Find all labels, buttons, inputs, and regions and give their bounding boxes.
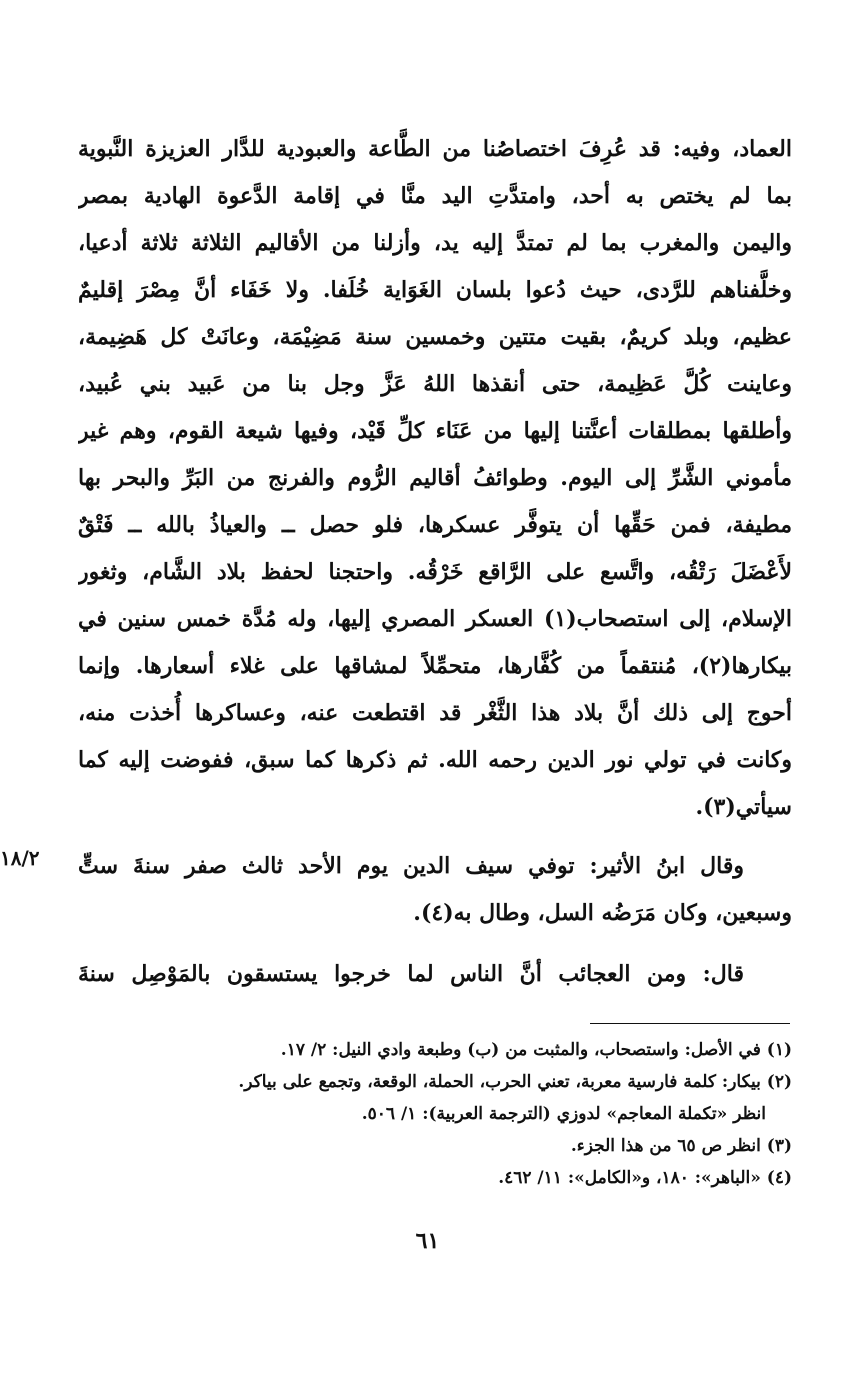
- text-line: قال: ومن العجائب أنَّ الناس لما خرجوا يستسقون بالمَوْصِل سنةَ: [78, 961, 744, 987]
- paragraph-qala: [78, 951, 792, 998]
- footnote: (٤) «الباهر»: ١٨٠، و«الكامل»: ١١/ ٤٦٢.: [498, 1168, 792, 1188]
- footnote: (٣) انظر ص ٦٥ من هذا الجزء.: [570, 1136, 792, 1156]
- text-line: وأطلقها بمطلقات أعنَّتنا إليها من عَنَاء كلِّ قَيْد، وفيها شيعة القوم، وهم غير: [78, 418, 792, 444]
- text-line: عظيم، وبلد كريمٌ، بقيت متتين وخمسين سنة مَضِيْمَة، وعانَتْ كل هَضِيمة،: [78, 324, 792, 350]
- text-line: واليمن والمغرب بما لم تمتدَّ إليه يد، وأزلنا من الأقاليم الثلاثة ثلاثة أدعيا،: [78, 230, 792, 256]
- main-text-block: [78, 126, 792, 831]
- text-line: الإسلام، إلى استصحاب(١) العسكر المصري إليها، وله مُدَّة خمس سنين في: [78, 606, 792, 632]
- text-line: مطيفة، فمن حَقِّها أن يتوفَّر عسكرها، فلو حصل ــ والعياذُ بالله ــ فَتْقٌ: [78, 512, 792, 538]
- text-line: وعاينت كُلَّ عَظِيمة، حتى أنقذها اللهُ عَزَّ وجل بنا من عَبيد بني عُبيد،: [78, 371, 792, 397]
- page-number: ٦١: [415, 1228, 440, 1254]
- footnote-divider: [590, 1023, 790, 1024]
- paragraph-ibn-al-athir: [78, 843, 792, 937]
- footnote: (١) في الأصل: واستصحاب، والمثبت من (ب) وطبعة وادي النيل: ٢/ ١٧.: [280, 1040, 792, 1060]
- text-line: وخلَّفناهم للرَّدى، حيث دُعوا بلسان الغَوَاية خُلَفا. ولا خَفَاء أنَّ مِصْرَ إقليمٌ: [78, 277, 792, 303]
- text-line: مأموني الشَّرِّ إلى اليوم. وطوائفُ أقاليم الرُّوم والفرنج من البَرِّ والبحر بها: [78, 465, 792, 491]
- text-line: لأَعْضَلَ رَتْقُه، واتَّسع على الرَّاقع خَرْقُه. واحتجنا لحفظ بلاد الشَّام، وثغور: [78, 559, 792, 585]
- footnotes-block: [80, 1034, 792, 1194]
- text-line: بيكارها(٢)، مُنتقماً من كُفَّارها، متحمِّلاً لمشاقها على غلاء أسعارها. وإنما: [78, 653, 792, 679]
- text-line: وكانت في تولي نور الدين رحمه الله. ثم ذكرها كما سبق، ففوضت إليه كما: [78, 747, 792, 773]
- margin-reference: ١٨/٢: [0, 846, 40, 870]
- text-line: سيأتي(٣).: [695, 794, 792, 820]
- footnote-continuation: انظر «تكملة المعاجم» لدوزي (الترجمة العربية): ١/ ٥٠٦.: [361, 1104, 766, 1124]
- text-line: العماد، وفيه: قد عُرِفَ اختصاصُنا من الطَّاعة والعبودية للدَّار العزيزة النَّبوية: [78, 136, 792, 162]
- text-line: وقال ابنُ الأثير: توفي سيف الدين يوم الأحد ثالث صفر سنةَ ستٍّ: [78, 853, 744, 879]
- text-line: وسبعين، وكان مَرَضُه السل، وطال به(٤).: [413, 900, 792, 926]
- text-line: بما لم يختص به أحد، وامتدَّتِ اليد منَّا في إقامة الدَّعوة الهادية بمصر: [78, 183, 792, 209]
- text-line: أحوج إلى ذلك أنَّ بلاد هذا الثَّغْر قد اقتطعت عنه، وعساكرها أُخذت منه،: [78, 700, 792, 726]
- footnote: (٢) بيكار: كلمة فارسية معربة، تعني الحرب، الحملة، الوقعة، وتجمع على بياكر.: [238, 1072, 792, 1092]
